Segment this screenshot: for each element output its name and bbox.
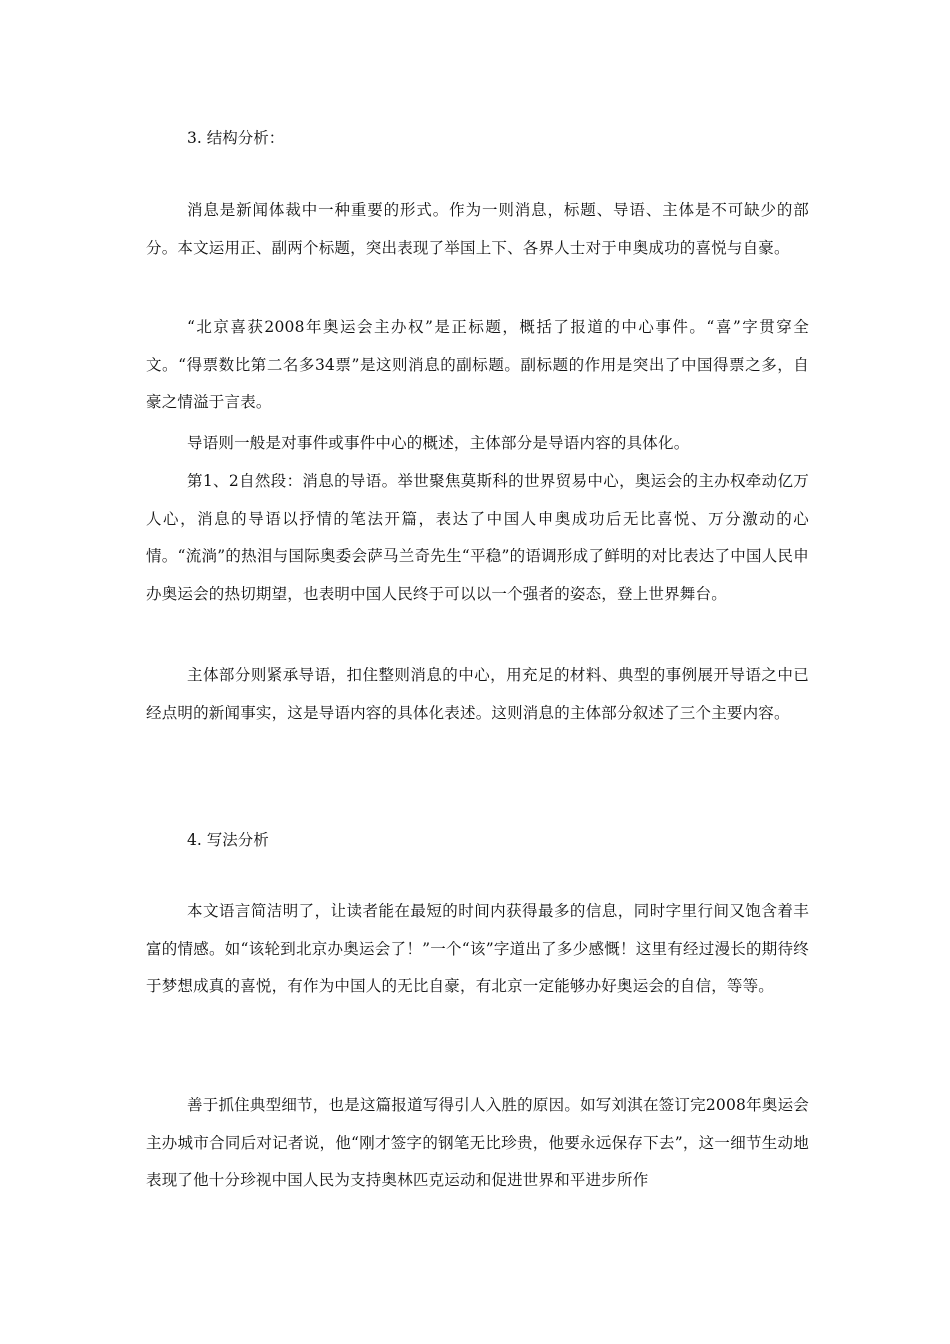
paragraph: “北京喜获2008年奥运会主办权”是正标题，概括了报道的中心事件。“喜”字贯穿全文。“得票数比第二名多34票”是这则消息的副标题。副标题的作用是突出了中国得票之多，自豪之情溢于言表。	[146, 318, 809, 412]
section-heading-structure-analysis: 3. 结构分析：	[187, 129, 285, 147]
section-heading-writing-analysis: 4. 写法分析	[187, 831, 269, 849]
paragraph: 消息是新闻体裁中一种重要的形式。作为一则消息，标题、导语、主体是不可缺少的部分。本文运用正、副两个标题，突出表现了举国上下、各界人士对于申奥成功的喜悦与自豪。	[146, 201, 809, 257]
paragraph: 导语则一般是对事件或事件中心的概述，主体部分是导语内容的具体化。	[187, 434, 690, 452]
paragraph: 善于抓住典型细节，也是这篇报道写得引人入胜的原因。如写刘淇在签订完2008年奥运会主办城市合同后对记者说，他“刚才签字的钢笔无比珍贵，他要永远保存下去”，这一细节生动地表现了他十分珍视中国人民为支持奥林匹克运动和促进世界和平进步所作	[146, 1096, 809, 1190]
paragraph: 主体部分则紧承导语，扣住整则消息的中心，用充足的材料、典型的事例展开导语之中已经点明的新闻事实，这是导语内容的具体化表述。这则消息的主体部分叙述了三个主要内容。	[146, 666, 809, 722]
paragraph: 第1、2自然段：消息的导语。举世聚焦莫斯科的世界贸易中心，奥运会的主办权牵动亿万人心，消息的导语以抒情的笔法开篇，表达了中国人申奥成功后无比喜悦、万分激动的心情。“流淌”的热泪与国际奥委会萨马兰奇先生“平稳”的语调形成了鲜明的对比表达了中国人民申办奥运会的热切期望，也表明中国人民终于可以以一个强者的姿态，登上世界舞台。	[146, 472, 809, 603]
paragraph: 本文语言简洁明了，让读者能在最短的时间内获得最多的信息，同时字里行间又饱含着丰富的情感。如“该轮到北京办奥运会了！”一个“该”字道出了多少感慨！这里有经过漫长的期待终于梦想成真的喜悦，有作为中国人的无比自豪，有北京一定能够办好奥运会的自信，等等。	[146, 902, 809, 996]
